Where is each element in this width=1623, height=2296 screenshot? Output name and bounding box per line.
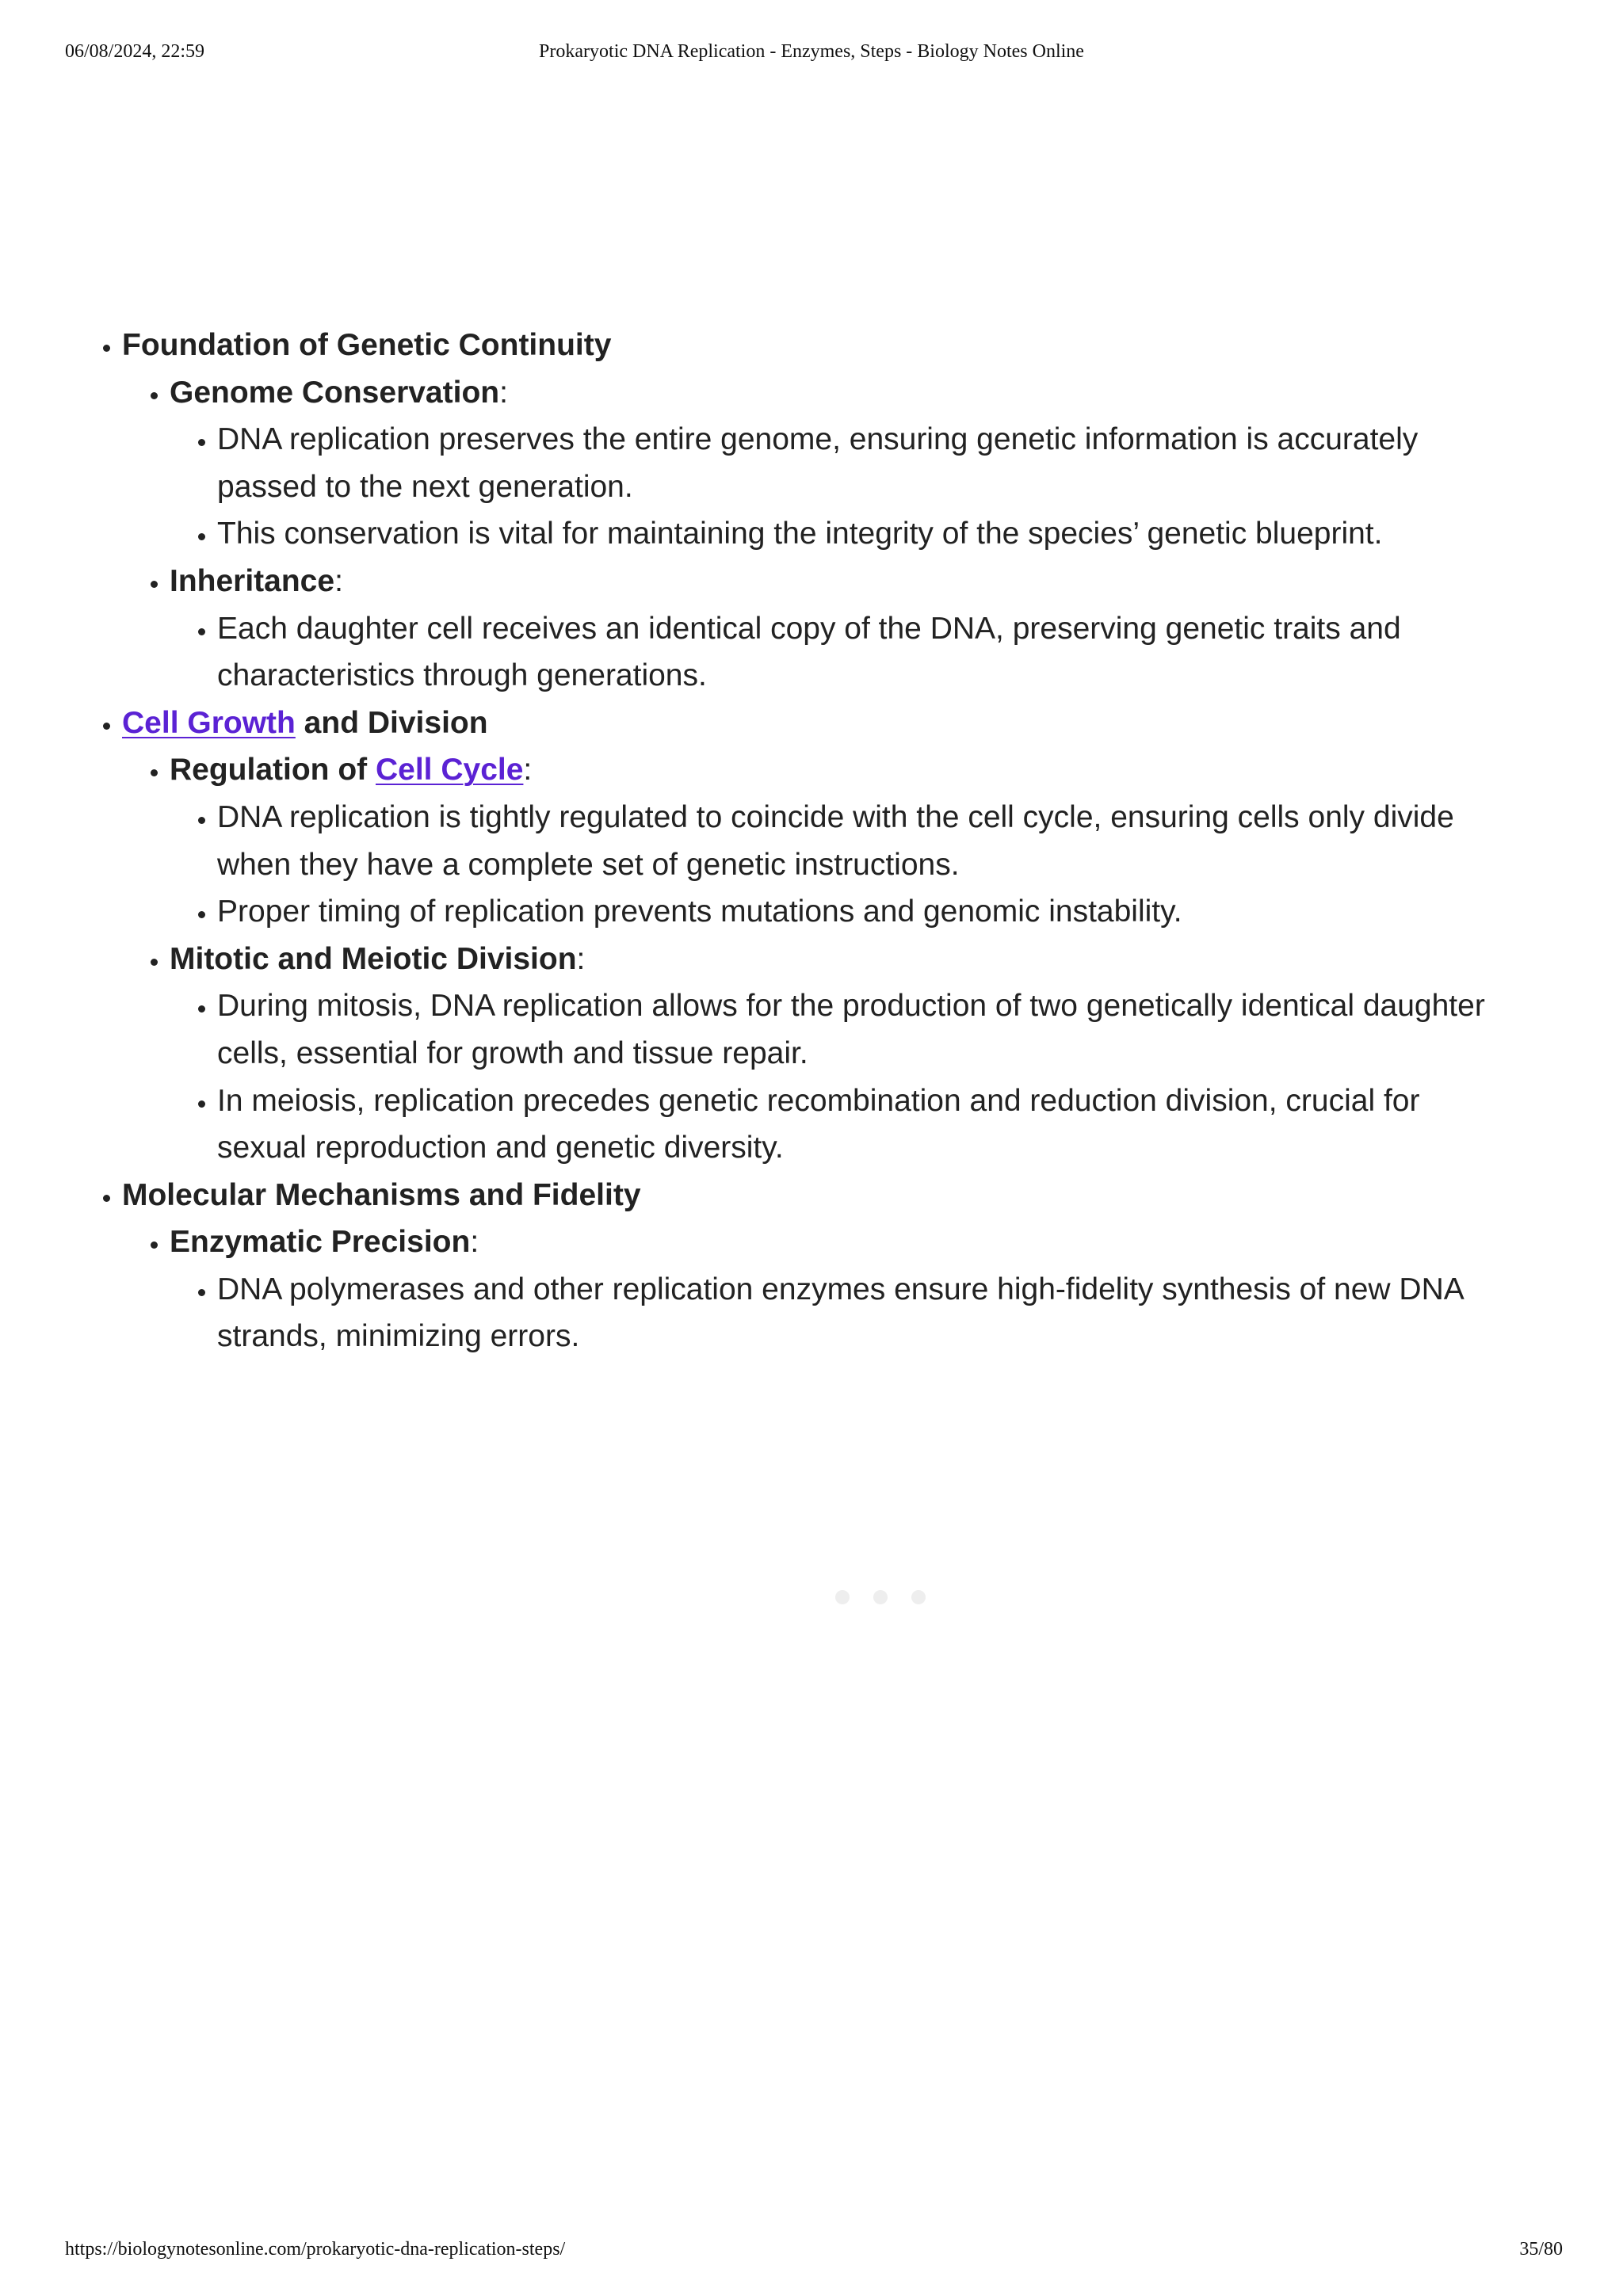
subsection-heading: Inheritance — [170, 563, 335, 598]
list-item — [122, 700, 1517, 1172]
subsection-heading: Regulation of — [170, 753, 376, 788]
loading-dot-icon — [873, 1590, 888, 1604]
sublist — [170, 416, 1517, 558]
sublist — [122, 746, 1517, 1171]
list-item — [122, 1172, 1517, 1360]
loading-dot-icon — [911, 1590, 926, 1604]
list-item — [170, 558, 1517, 700]
article-content — [122, 322, 1517, 1360]
list-item: • This conservation is vital for maintaining the integrity of the species’ genetic blueprint. — [217, 510, 1517, 558]
page-number: 35/80 — [1519, 2239, 1563, 2260]
sublist — [170, 982, 1517, 1171]
list-item: • Proper timing of replication prevents mutations and genomic instability. — [217, 888, 1517, 936]
colon: : — [334, 563, 343, 598]
print-page-title: Prokaryotic DNA Replication - Enzymes, Steps - Biology Notes Online — [539, 41, 1084, 62]
section-heading: Foundation of Genetic Continuity — [122, 328, 612, 362]
list-item — [170, 936, 1517, 1172]
outline-list — [92, 322, 1517, 1360]
cell-cycle-link[interactable]: Cell Cycle — [375, 753, 524, 788]
list-item — [170, 746, 1517, 935]
print-header — [0, 41, 1623, 68]
section-heading: and Division — [295, 705, 488, 740]
list-item — [170, 369, 1517, 558]
cell-growth-link[interactable]: Cell Growth — [122, 705, 296, 740]
subsection-heading: Genome Conservation — [170, 375, 500, 410]
subsection-heading: Enzymatic Precision — [170, 1225, 471, 1260]
print-date: 06/08/2024, 22:59 — [65, 41, 205, 62]
subsection-heading: Mitotic and Meiotic Division — [170, 941, 577, 976]
list-item — [170, 1219, 1517, 1360]
sublist — [122, 1219, 1517, 1360]
sublist — [170, 605, 1517, 700]
print-url: https://biologynotesonline.com/prokaryotic-dna-replication-steps/ — [65, 2239, 566, 2260]
list-item: • During mitosis, DNA replication allows for the production of two genetically identical daughter cells, essential for growth and tissue repair. — [217, 982, 1517, 1077]
sublist — [170, 1266, 1517, 1360]
list-item: • DNA replication preserves the entire genome, ensuring genetic information is accurately passed to the next generation. — [217, 416, 1517, 510]
sublist — [122, 369, 1517, 700]
colon: : — [523, 753, 533, 788]
list-item: • DNA replication is tightly regulated to coincide with the cell cycle, ensuring cells only divide when they have a complete set of genetic instructions. — [217, 794, 1517, 888]
list-item — [122, 322, 1517, 700]
colon: : — [576, 941, 586, 976]
list-item: • Each daughter cell receives an identical copy of the DNA, preserving genetic traits and characteristics through generations. — [217, 605, 1517, 700]
loading-dot-icon — [835, 1590, 850, 1604]
print-footer — [0, 2239, 1623, 2266]
list-item: • DNA polymerases and other replication enzymes ensure high-fidelity synthesis of new DNA strands, minimizing errors. — [217, 1266, 1517, 1360]
loading-dots — [835, 1590, 949, 1604]
sublist — [170, 794, 1517, 936]
colon: : — [470, 1225, 479, 1260]
colon: : — [499, 375, 508, 410]
section-heading: Molecular Mechanisms and Fidelity — [122, 1177, 641, 1212]
list-item: • In meiosis, replication precedes genetic recombination and reduction division, crucial for sexual reproduction and genetic diversity. — [217, 1077, 1517, 1172]
